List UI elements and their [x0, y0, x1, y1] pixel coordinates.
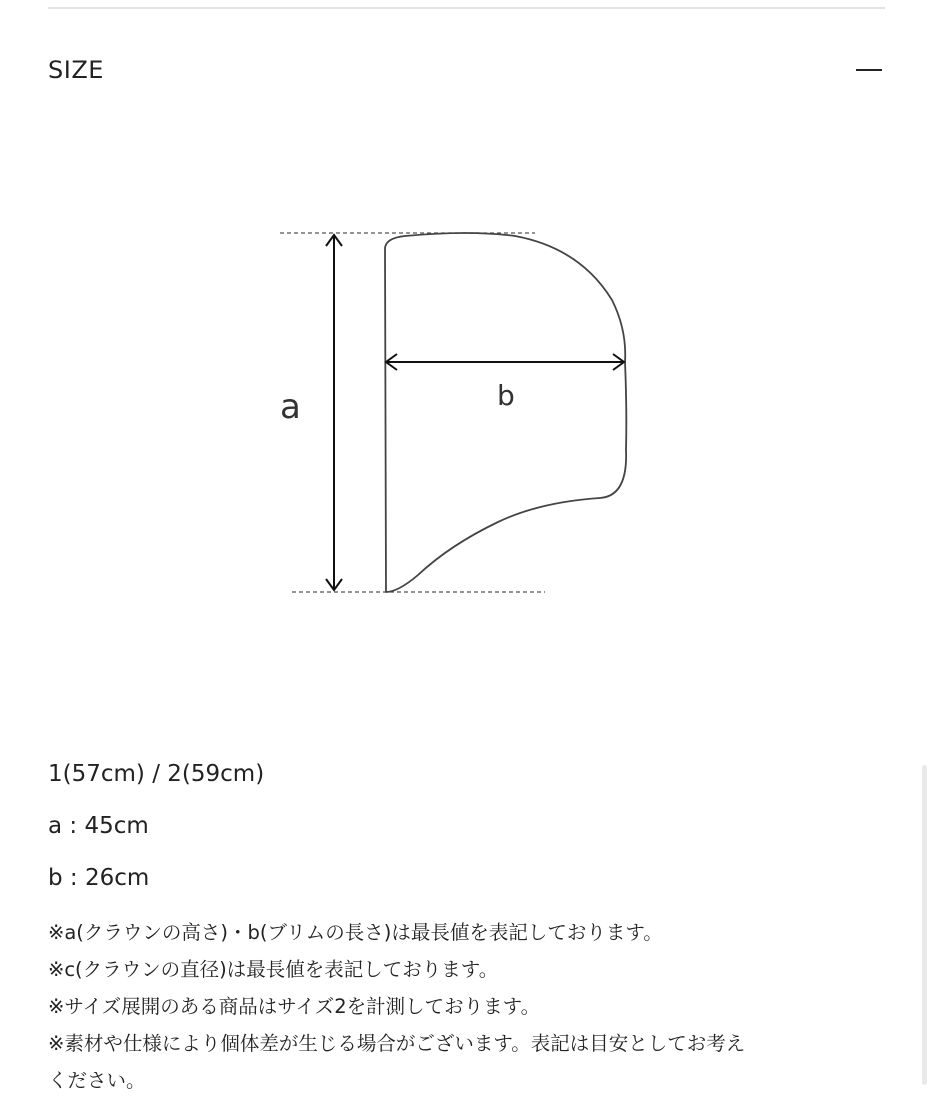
diagram-label-a: a	[280, 387, 301, 427]
measurement-b: b : 26cm	[48, 865, 150, 891]
hat-outline	[385, 233, 626, 592]
size-notes	[48, 914, 898, 1099]
scrollbar[interactable]	[922, 765, 927, 1085]
note-line: ※素材や仕様により個体差が生じる場合がございます。表記は目安としてお考え	[48, 1032, 746, 1055]
size-specs	[48, 748, 898, 904]
section-title: SIZE	[48, 56, 104, 84]
note-line: ※サイズ展開のある商品はサイズ2を計測しております。	[48, 995, 541, 1018]
measurement-a: a : 45cm	[48, 813, 149, 839]
diagram-label-b: b	[497, 379, 515, 412]
note-line: ※c(クラウンの直径)は最長値を表記しております。	[48, 958, 499, 981]
size-options: 1(57cm) / 2(59cm)	[48, 761, 265, 787]
note-line: ※a(クラウンの高さ)・b(ブリムの長さ)は最長値を表記しております。	[48, 921, 663, 944]
note-line: ください。	[48, 1069, 146, 1092]
